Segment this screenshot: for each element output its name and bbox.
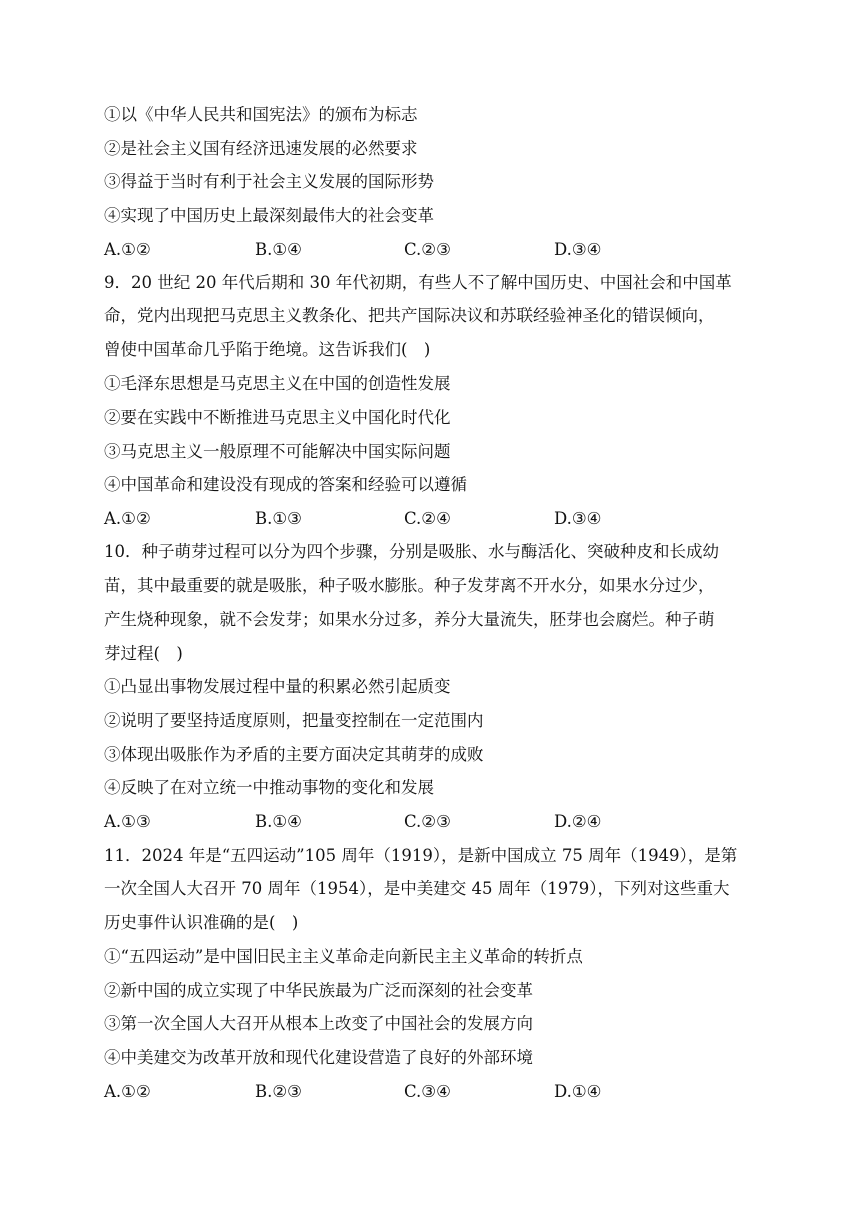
q8-item-1: ①以《中华人民共和国宪法》的颁布为标志 bbox=[104, 105, 418, 124]
q8-option-d: D.③④ bbox=[554, 240, 602, 259]
q9-option-a: A.①② bbox=[104, 509, 151, 528]
q9-stem-line-2: 命，党内出现把马克思主义教条化、把共产国际决议和苏联经验神圣化的错误倾向， bbox=[104, 306, 715, 325]
q11-options bbox=[104, 1081, 764, 1103]
q9-item-2: ②要在实践中不断推进马克思主义中国化时代化 bbox=[104, 408, 451, 427]
q11-stem-line-3: 历史事件认识准确的是( ) bbox=[104, 913, 299, 932]
q10-options bbox=[104, 811, 764, 833]
q10-stem-line-3: 产生烧种现象，就不会发芽；如果水分过多，养分大量流失，胚芽也会腐烂。种子萌 bbox=[104, 610, 715, 629]
q11-item-1: ①“五四运动”是中国旧民主主义革命走向新民主主义革命的转折点 bbox=[104, 947, 583, 966]
q10-item-2: ②说明了要坚持适度原则，把量变控制在一定范围内 bbox=[104, 711, 484, 730]
q10-stem-line-2: 苗，其中最重要的就是吸胀，种子吸水膨胀。种子发芽离不开水分，如果水分过少， bbox=[104, 576, 715, 595]
q9-stem-line-1: 9．20 世纪 20 年代后期和 30 年代初期，有些人不了解中国历史、中国社会和中国革 bbox=[104, 273, 732, 292]
q10-option-a: A.①③ bbox=[104, 812, 151, 831]
q9-item-1: ①毛泽东思想是马克思主义在中国的创造性发展 bbox=[104, 374, 451, 393]
q11-option-d: D.①④ bbox=[554, 1082, 602, 1101]
q11-stem-line-2: 一次全国人大召开 70 周年（1954），是中美建交 45 周年（1979），下列对这些重大 bbox=[104, 879, 730, 898]
q9-stem-line-3: 曾使中国革命几乎陷于绝境。这告诉我们( ) bbox=[104, 340, 431, 359]
q10-option-d: D.②④ bbox=[554, 812, 602, 831]
q10-item-3: ③体现出吸胀作为矛盾的主要方面决定其萌芽的成败 bbox=[104, 745, 484, 764]
q9-options bbox=[104, 508, 764, 530]
q9-item-3: ③马克思主义一般原理不可能解决中国实际问题 bbox=[104, 442, 451, 461]
q10-item-1: ①凸显出事物发展过程中量的积累必然引起质变 bbox=[104, 677, 451, 696]
q10-stem-line-4: 芽过程( ) bbox=[104, 644, 183, 663]
q8-option-a: A.①② bbox=[104, 240, 151, 259]
q10-option-c: C.②③ bbox=[404, 812, 451, 831]
q10-option-b: B.①④ bbox=[255, 812, 302, 831]
q9-option-d: D.③④ bbox=[554, 509, 602, 528]
q8-options bbox=[104, 239, 764, 261]
q9-option-b: B.①③ bbox=[255, 509, 302, 528]
q8-item-3: ③得益于当时有利于社会主义发展的国际形势 bbox=[104, 172, 434, 191]
q8-option-c: C.②③ bbox=[404, 240, 451, 259]
q8-item-2: ②是社会主义国有经济迅速发展的必然要求 bbox=[104, 139, 418, 158]
q8-item-4: ④实现了中国历史上最深刻最伟大的社会变革 bbox=[104, 206, 434, 225]
q10-item-4: ④反映了在对立统一中推动事物的变化和发展 bbox=[104, 778, 434, 797]
q11-option-b: B.②③ bbox=[255, 1082, 302, 1101]
q11-stem-line-1: 11．2024 年是“五四运动”105 周年（1919），是新中国成立 75 周年（1949），是第 bbox=[104, 846, 738, 865]
q9-option-c: C.②④ bbox=[404, 509, 451, 528]
q11-item-3: ③第一次全国人大召开从根本上改变了中国社会的发展方向 bbox=[104, 1014, 533, 1033]
q8-option-b: B.①④ bbox=[255, 240, 302, 259]
q9-item-4: ④中国革命和建设没有现成的答案和经验可以遵循 bbox=[104, 475, 467, 494]
q11-item-4: ④中美建交为改革开放和现代化建设营造了良好的外部环境 bbox=[104, 1048, 533, 1067]
q11-option-a: A.①② bbox=[104, 1082, 151, 1101]
q11-item-2: ②新中国的成立实现了中华民族最为广泛而深刻的社会变革 bbox=[104, 981, 533, 1000]
q10-stem-line-1: 10．种子萌芽过程可以分为四个步骤，分别是吸胀、水与酶活化、突破种皮和长成幼 bbox=[104, 542, 719, 561]
q11-option-c: C.③④ bbox=[404, 1082, 451, 1101]
